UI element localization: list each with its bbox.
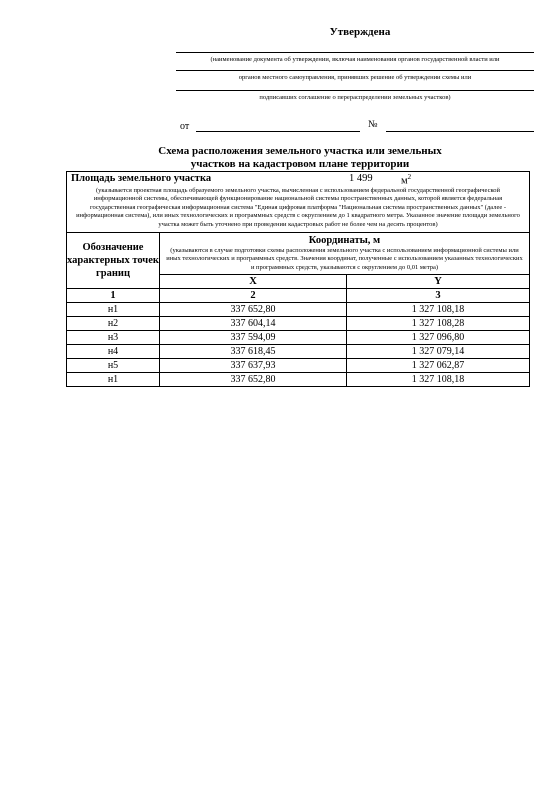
area-unit-superscript: 2 <box>407 173 412 181</box>
number-blank-line <box>386 131 534 132</box>
table-row <box>67 331 530 345</box>
point-name: н1 <box>67 373 160 387</box>
x-header: X <box>160 275 347 289</box>
point-name: н5 <box>67 359 160 373</box>
approval-caption-1: (наименование документа об утверждении, включая наименования органов государственной власти или <box>210 56 500 63</box>
column-number-1: 1 <box>67 289 160 303</box>
point-name: н4 <box>67 345 160 359</box>
table-row <box>67 373 530 387</box>
coords-header: Координаты, м <box>308 235 381 247</box>
scheme-title <box>130 145 470 171</box>
point-x: 337 652,80 <box>160 373 347 387</box>
date-label: от <box>180 121 190 132</box>
point-y: 1 327 108,18 <box>347 373 530 387</box>
table-row <box>67 345 530 359</box>
point-y: 1 327 108,28 <box>347 317 530 331</box>
table-row <box>67 303 530 317</box>
point-name: н1 <box>67 303 160 317</box>
point-name: н3 <box>67 331 160 345</box>
approval-block <box>176 26 534 102</box>
column-number-row <box>67 289 530 303</box>
area-note: (указывается проектная площадь образуемого земельного участка, вычисленная с использованием федеральной государственной географической информационной системы, обеспечивающей функционирование национальной системы пространственных данных, которой является федеральная государственная географическая информационная система "Единая цифровая платформа "Национальная система пространственных данных" (далее - информационная система), или иных технологических и программных средств с округлением до 1 квадратного метра. Указанное значение площади земельного участка может быть уточнено при проведении кадастровых работ не более чем на десять процентов) <box>76 187 520 228</box>
point-x: 337 652,80 <box>160 303 347 317</box>
area-line <box>67 172 529 185</box>
approval-caption-2: органов местного самоуправления, принявших решение об утверждении схемы или <box>238 74 472 81</box>
point-x: 337 594,09 <box>160 331 347 345</box>
coords-header-row <box>67 233 530 275</box>
area-value: 1 499 <box>349 173 373 184</box>
point-x: 337 637,93 <box>160 359 347 373</box>
point-x: 337 604,14 <box>160 317 347 331</box>
boundary-points-table <box>66 171 530 387</box>
approval-document-line-3 <box>176 82 534 91</box>
y-header: Y <box>347 275 530 289</box>
scheme-title-line-2: участков на кадастровом плане территории <box>190 158 410 170</box>
area-unit-text: м <box>401 175 408 187</box>
area-unit <box>401 173 411 187</box>
approval-document-line-2 <box>176 64 534 71</box>
coords-note: (указываются в случае подготовки схемы расположения земельного участка с использованием информационной системы или иных технологических и программных средств. Значения координат, полученные с использованием указанных технологических и программных средств, указываются с округлением до 0,01 метра) <box>166 247 523 271</box>
area-cell <box>67 172 530 233</box>
approval-title: Утверждена <box>329 26 391 38</box>
approval-document-line-1 <box>176 38 534 53</box>
point-x: 337 618,45 <box>160 345 347 359</box>
point-y: 1 327 096,80 <box>347 331 530 345</box>
approval-date-number-row <box>178 118 534 134</box>
table-row <box>67 359 530 373</box>
point-y: 1 327 079,14 <box>347 345 530 359</box>
point-y: 1 327 062,87 <box>347 359 530 373</box>
number-label: № <box>368 119 378 130</box>
scheme-title-line-1: Схема расположения земельного участка или земельных <box>158 145 442 157</box>
designation-header: Обозначение характерных точек границ <box>67 233 160 289</box>
column-number-2: 2 <box>160 289 347 303</box>
approval-caption-3: подписавших соглашение о перераспределении земельных участков) <box>259 94 451 101</box>
area-row <box>67 172 530 233</box>
column-number-3: 3 <box>347 289 530 303</box>
coords-header-cell <box>160 233 530 275</box>
table-row <box>67 317 530 331</box>
date-blank-line <box>196 131 360 132</box>
point-name: н2 <box>67 317 160 331</box>
area-label: Площадь земельного участка <box>71 173 212 184</box>
point-y: 1 327 108,18 <box>347 303 530 317</box>
